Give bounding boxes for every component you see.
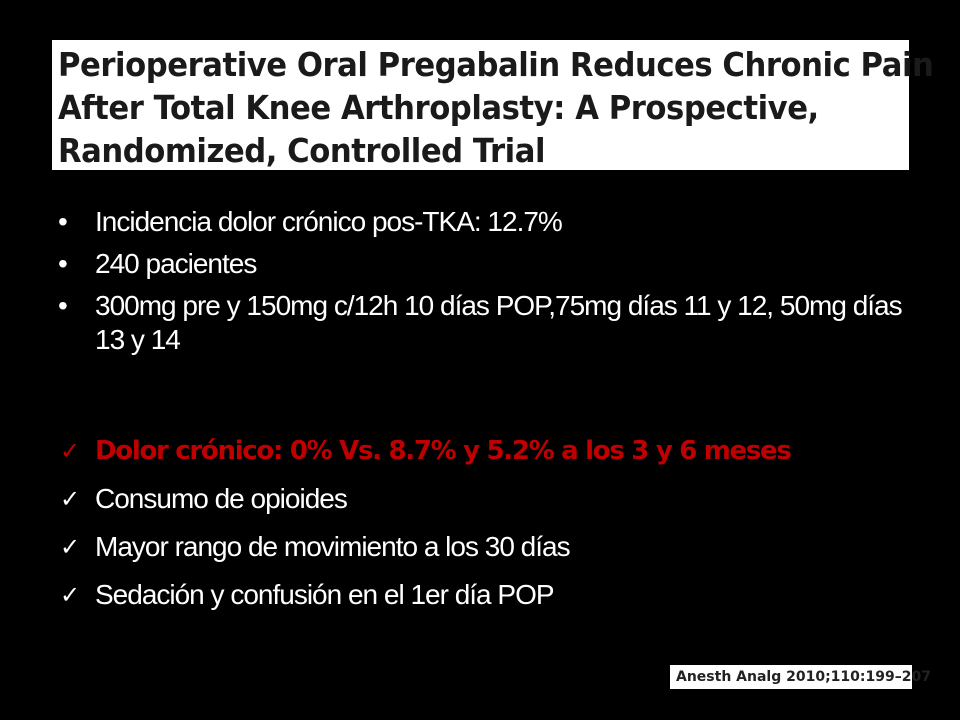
paper-title-line-3: Randomized, Controlled Trial (58, 131, 546, 170)
bullet-text: 240 pacientes (95, 248, 257, 279)
bullet-text: 300mg pre y 150mg c/12h 10 días POP,75mg días 11 y 12, 50mg días 13 y 14 (95, 290, 902, 355)
checkmark-icon: ✓ (60, 485, 80, 513)
check-list (60, 434, 920, 626)
bullet-text: Incidencia dolor crónico pos-TKA: 12.7% (95, 206, 562, 237)
bullet-dot: • (58, 248, 67, 279)
paper-title-box (52, 40, 934, 170)
bullet-item (58, 205, 918, 239)
citation-text: Anesth Analg 2010;110:199–207 (676, 669, 931, 685)
citation-box (670, 665, 931, 689)
bullet-list (58, 205, 918, 365)
checkmark-icon: ✓ (60, 581, 80, 609)
paper-title-line-1: Perioperative Oral Pregabalin Reduces Chronic Pain (58, 45, 934, 84)
check-item-highlighted (60, 434, 920, 468)
checkmark-icon: ✓ (60, 533, 80, 561)
check-text: Consumo de opioides (95, 483, 347, 514)
check-text: Mayor rango de movimiento a los 30 días (95, 531, 570, 562)
check-item (60, 530, 920, 564)
check-item (60, 482, 920, 516)
check-text: Sedación y confusión en el 1er día POP (95, 579, 554, 610)
check-text: Dolor crónico: 0% Vs. 8.7% y 5.2% a los 3 y 6 meses (95, 436, 791, 466)
check-item (60, 578, 920, 612)
bullet-item (58, 247, 918, 281)
bullet-dot: • (58, 290, 67, 321)
bullet-dot: • (58, 206, 67, 237)
checkmark-icon: ✓ (60, 437, 79, 465)
paper-title-line-2: After Total Knee Arthroplasty: A Prospective, (58, 88, 819, 127)
bullet-item (58, 289, 918, 357)
